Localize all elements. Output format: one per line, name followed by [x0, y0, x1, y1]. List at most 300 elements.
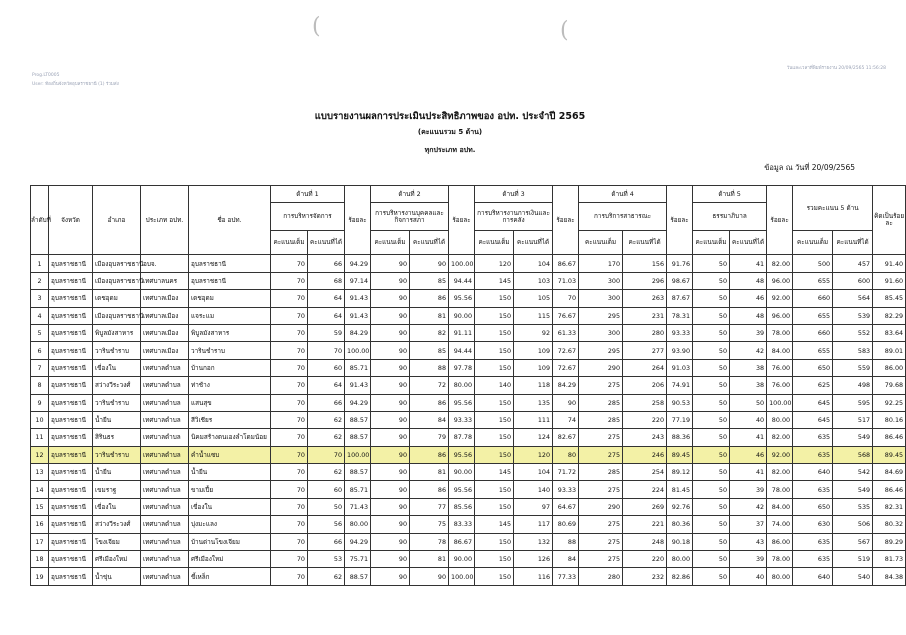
- cell-total-full: 655: [793, 272, 833, 289]
- cell-a4-full: 275: [579, 377, 623, 394]
- cell-total-pct: 82.31: [873, 498, 906, 515]
- cell-a3-got: 103: [514, 272, 553, 289]
- cell-province: อุบลราชธานี: [49, 324, 93, 341]
- cell-a5-full: 50: [693, 359, 730, 376]
- cell-a3-full: 150: [475, 429, 514, 446]
- cell-a2-pct: 86.67: [449, 533, 475, 550]
- cell-a4-got: 263: [623, 290, 667, 307]
- cell-type: เทศบาลเมือง: [141, 307, 189, 324]
- cell-a5-full: 50: [693, 533, 730, 550]
- cell-a4-pct: 92.76: [667, 498, 693, 515]
- cell-type: เทศบาลเมือง: [141, 290, 189, 307]
- cell-a3-full: 150: [475, 411, 514, 428]
- cell-a1-full: 70: [271, 342, 308, 359]
- cell-type: เทศบาลตำบล: [141, 568, 189, 585]
- cell-total-full: 500: [793, 255, 833, 272]
- cell-a2-pct: 87.78: [449, 429, 475, 446]
- cell-a3-full: 150: [475, 533, 514, 550]
- cell-a4-full: 295: [579, 342, 623, 359]
- cell-a5-pct: 82.00: [767, 429, 793, 446]
- cell-a1-pct: 88.57: [345, 568, 371, 585]
- cell-total-full: 635: [793, 551, 833, 568]
- cell-a4-pct: 82.86: [667, 568, 693, 585]
- cell-a2-got: 90: [410, 255, 449, 272]
- cell-a5-pct: 78.00: [767, 551, 793, 568]
- cell-total-full: 650: [793, 498, 833, 515]
- report-category: ทุกประเภท อปท.: [424, 146, 476, 154]
- table-row: [31, 498, 906, 515]
- cell-a3-pct: 80: [553, 446, 579, 463]
- cell-a3-full: 145: [475, 272, 514, 289]
- col-header-sub-4: การบริการสาธารณะ: [579, 203, 667, 231]
- cell-name: บุ่งมะแลง: [189, 516, 271, 533]
- cell-seq: 14: [31, 481, 49, 498]
- cell-a1-full: 70: [271, 290, 308, 307]
- cell-a5-pct: 76.00: [767, 377, 793, 394]
- cell-a1-got: 62: [308, 464, 345, 481]
- cell-a5-got: 38: [730, 377, 767, 394]
- cell-district: ศรีเมืองใหม่: [93, 551, 141, 568]
- cell-total-full: 640: [793, 568, 833, 585]
- cell-type: เทศบาลตำบล: [141, 533, 189, 550]
- cell-a3-got: 132: [514, 533, 553, 550]
- punch-hole-mark: (: [312, 14, 321, 39]
- cell-a1-pct: 94.29: [345, 533, 371, 550]
- cell-a3-got: 124: [514, 429, 553, 446]
- cell-total-pct: 86.00: [873, 359, 906, 376]
- cell-type: เทศบาลตำบล: [141, 394, 189, 411]
- col-header-sub-1: การบริหารจัดการ: [271, 203, 345, 231]
- cell-a3-pct: 77.33: [553, 568, 579, 585]
- cell-a1-pct: 97.14: [345, 272, 371, 289]
- cell-type: เทศบาลตำบล: [141, 481, 189, 498]
- cell-a3-pct: 72.67: [553, 359, 579, 376]
- cell-a3-got: 111: [514, 411, 553, 428]
- cell-a3-full: 150: [475, 307, 514, 324]
- cell-a5-full: 50: [693, 464, 730, 481]
- cell-seq: 5: [31, 324, 49, 341]
- col-header-sub-5: ธรรมาภิบาล: [693, 203, 767, 231]
- cell-a5-got: 50: [730, 394, 767, 411]
- cell-a5-full: 50: [693, 307, 730, 324]
- cell-a5-pct: 80.00: [767, 411, 793, 428]
- cell-total-pct: 86.46: [873, 481, 906, 498]
- cell-seq: 16: [31, 516, 49, 533]
- col-header-full: คะแนนเต็ม: [271, 231, 308, 255]
- cell-name: เขื่องใน: [189, 498, 271, 515]
- cell-seq: 6: [31, 342, 49, 359]
- cell-province: อุบลราชธานี: [49, 255, 93, 272]
- cell-a1-got: 59: [308, 324, 345, 341]
- cell-district: วารินชำราบ: [93, 342, 141, 359]
- cell-a4-full: 285: [579, 464, 623, 481]
- table-row: [31, 255, 906, 272]
- cell-a3-full: 150: [475, 359, 514, 376]
- cell-a1-pct: 91.43: [345, 377, 371, 394]
- cell-a5-pct: 92.00: [767, 446, 793, 463]
- cell-a5-full: 50: [693, 481, 730, 498]
- cell-a4-got: 220: [623, 411, 667, 428]
- cell-a4-full: 295: [579, 307, 623, 324]
- cell-province: อุบลราชธานี: [49, 359, 93, 376]
- cell-a1-pct: 71.43: [345, 498, 371, 515]
- cell-seq: 1: [31, 255, 49, 272]
- cell-district: เมืองอุบลราชธานี: [93, 307, 141, 324]
- cell-a4-full: 285: [579, 411, 623, 428]
- cell-a5-got: 39: [730, 551, 767, 568]
- cell-a1-got: 66: [308, 394, 345, 411]
- cell-a4-full: 280: [579, 568, 623, 585]
- cell-a4-full: 275: [579, 533, 623, 550]
- table-row: [31, 324, 906, 341]
- cell-total-got: 552: [833, 324, 873, 341]
- col-header-aspect-5: ด้านที่ 5: [693, 186, 767, 203]
- cell-total-got: 568: [833, 446, 873, 463]
- cell-total-got: 519: [833, 551, 873, 568]
- cell-a3-got: 105: [514, 290, 553, 307]
- cell-total-full: 630: [793, 516, 833, 533]
- cell-a3-pct: 86.67: [553, 255, 579, 272]
- cell-total-pct: 91.40: [873, 255, 906, 272]
- cell-a1-full: 70: [271, 394, 308, 411]
- cell-a1-pct: 94.29: [345, 394, 371, 411]
- cell-a1-pct: 88.57: [345, 464, 371, 481]
- cell-province: อุบลราชธานี: [49, 464, 93, 481]
- cell-a4-got: 232: [623, 568, 667, 585]
- cell-a5-pct: 100.00: [767, 394, 793, 411]
- cell-a4-got: 296: [623, 272, 667, 289]
- print-timestamp: วันและเวลาที่พิมพ์รายงาน 20/09/2565 11:56:28: [786, 66, 886, 71]
- cell-seq: 19: [31, 568, 49, 585]
- col-header-aspect-2: ด้านที่ 2: [371, 186, 449, 203]
- data-as-of-date: ข้อมูล ณ วันที่ 20/09/2565: [764, 163, 855, 172]
- col-header-name: ชื่อ อปท.: [189, 186, 271, 255]
- cell-type: เทศบาลตำบล: [141, 377, 189, 394]
- cell-a5-full: 50: [693, 290, 730, 307]
- cell-total-full: 660: [793, 290, 833, 307]
- cell-a3-full: 150: [475, 446, 514, 463]
- cell-total-got: 535: [833, 498, 873, 515]
- cell-total-pct: 86.46: [873, 429, 906, 446]
- col-header-pct-2: ร้อยละ: [449, 186, 475, 255]
- cell-total-got: 539: [833, 307, 873, 324]
- cell-name: ท่าช้าง: [189, 377, 271, 394]
- cell-total-got: 498: [833, 377, 873, 394]
- cell-total-full: 655: [793, 307, 833, 324]
- cell-a5-pct: 86.00: [767, 533, 793, 550]
- col-header-full: คะแนนเต็ม: [579, 231, 623, 255]
- cell-a3-pct: 88: [553, 533, 579, 550]
- cell-a1-full: 70: [271, 307, 308, 324]
- cell-province: อุบลราชธานี: [49, 342, 93, 359]
- cell-a5-got: 39: [730, 324, 767, 341]
- cell-a2-got: 72: [410, 377, 449, 394]
- cell-a5-pct: 78.00: [767, 481, 793, 498]
- table-row: [31, 551, 906, 568]
- cell-a4-got: 277: [623, 342, 667, 359]
- cell-total-full: 635: [793, 446, 833, 463]
- cell-a2-pct: 95.56: [449, 394, 475, 411]
- cell-total-got: 542: [833, 464, 873, 481]
- cell-a5-pct: 82.00: [767, 464, 793, 481]
- cell-a3-pct: 76.67: [553, 307, 579, 324]
- cell-seq: 4: [31, 307, 49, 324]
- cell-a1-pct: 100.00: [345, 446, 371, 463]
- cell-total-got: 600: [833, 272, 873, 289]
- cell-a5-full: 50: [693, 342, 730, 359]
- cell-a1-full: 70: [271, 446, 308, 463]
- cell-a4-full: 275: [579, 429, 623, 446]
- cell-a4-got: 264: [623, 359, 667, 376]
- cell-a1-full: 70: [271, 272, 308, 289]
- cell-a4-pct: 87.67: [667, 290, 693, 307]
- cell-a1-got: 62: [308, 429, 345, 446]
- cell-district: น้ำขุ่น: [93, 568, 141, 585]
- cell-a4-pct: 90.18: [667, 533, 693, 550]
- cell-seq: 3: [31, 290, 49, 307]
- cell-name: พิบูลมังสาหาร: [189, 324, 271, 341]
- cell-a2-pct: 90.00: [449, 307, 475, 324]
- cell-total-pct: 89.45: [873, 446, 906, 463]
- cell-a1-pct: 85.71: [345, 481, 371, 498]
- cell-a4-pct: 93.33: [667, 324, 693, 341]
- cell-total-got: 540: [833, 568, 873, 585]
- cell-a3-full: 150: [475, 342, 514, 359]
- col-header-full: คะแนนเต็ม: [693, 231, 730, 255]
- cell-a4-got: 246: [623, 446, 667, 463]
- cell-a4-got: 220: [623, 551, 667, 568]
- cell-a2-full: 90: [371, 342, 410, 359]
- cell-a4-pct: 88.36: [667, 429, 693, 446]
- col-header-sub-3: การบริหารงานการเงินและการคลัง: [475, 203, 553, 231]
- table-row: [31, 568, 906, 585]
- col-header-pct-3: ร้อยละ: [553, 186, 579, 255]
- cell-a2-got: 86: [410, 394, 449, 411]
- cell-a1-full: 70: [271, 481, 308, 498]
- cell-a1-got: 66: [308, 533, 345, 550]
- cell-a4-got: 269: [623, 498, 667, 515]
- cell-a3-full: 150: [475, 568, 514, 585]
- cell-a2-full: 90: [371, 516, 410, 533]
- cell-a3-pct: 84: [553, 551, 579, 568]
- cell-a2-pct: 100.00: [449, 255, 475, 272]
- cell-district: สิรินธร: [93, 429, 141, 446]
- cell-total-full: 645: [793, 411, 833, 428]
- cell-a3-got: 118: [514, 377, 553, 394]
- cell-name: เดชอุดม: [189, 290, 271, 307]
- cell-a3-full: 150: [475, 290, 514, 307]
- cell-a3-pct: 70: [553, 290, 579, 307]
- cell-a1-full: 70: [271, 516, 308, 533]
- cell-a2-got: 82: [410, 324, 449, 341]
- cell-seq: 12: [31, 446, 49, 463]
- cell-province: อุบลราชธานี: [49, 290, 93, 307]
- cell-a2-pct: 94.44: [449, 342, 475, 359]
- cell-province: อุบลราชธานี: [49, 411, 93, 428]
- cell-a2-pct: 91.11: [449, 324, 475, 341]
- col-header-aspect-3: ด้านที่ 3: [475, 186, 553, 203]
- table-row: [31, 290, 906, 307]
- cell-a5-full: 50: [693, 324, 730, 341]
- cell-a3-got: 104: [514, 464, 553, 481]
- cell-a3-got: 109: [514, 342, 553, 359]
- table-row: [31, 272, 906, 289]
- cell-a1-pct: 91.43: [345, 307, 371, 324]
- cell-a5-full: 50: [693, 516, 730, 533]
- cell-total-pct: 92.25: [873, 394, 906, 411]
- cell-a3-pct: 93.33: [553, 481, 579, 498]
- cell-a1-pct: 91.43: [345, 290, 371, 307]
- cell-a5-pct: 80.00: [767, 568, 793, 585]
- cell-name: บ้านด่านโขงเจียม: [189, 533, 271, 550]
- cell-a1-full: 70: [271, 324, 308, 341]
- cell-seq: 17: [31, 533, 49, 550]
- cell-total-pct: 83.64: [873, 324, 906, 341]
- col-header-full: คะแนนเต็ม: [475, 231, 514, 255]
- cell-a3-got: 135: [514, 394, 553, 411]
- cell-district: เขื่องใน: [93, 359, 141, 376]
- cell-a4-pct: 98.67: [667, 272, 693, 289]
- cell-a5-got: 48: [730, 307, 767, 324]
- cell-seq: 15: [31, 498, 49, 515]
- cell-name: คำน้ำแซบ: [189, 446, 271, 463]
- cell-a3-full: 150: [475, 324, 514, 341]
- cell-a2-got: 77: [410, 498, 449, 515]
- cell-a5-full: 50: [693, 446, 730, 463]
- cell-total-full: 635: [793, 429, 833, 446]
- cell-name: แจระแม: [189, 307, 271, 324]
- cell-a1-got: 70: [308, 446, 345, 463]
- cell-province: อุบลราชธานี: [49, 498, 93, 515]
- cell-province: อุบลราชธานี: [49, 516, 93, 533]
- cell-a2-full: 90: [371, 324, 410, 341]
- cell-a2-got: 81: [410, 464, 449, 481]
- cell-a2-got: 75: [410, 516, 449, 533]
- cell-a3-got: 109: [514, 359, 553, 376]
- cell-a5-full: 50: [693, 272, 730, 289]
- cell-district: เมืองอุบลราชธานี: [93, 255, 141, 272]
- cell-a2-pct: 90.00: [449, 464, 475, 481]
- cell-a1-got: 64: [308, 290, 345, 307]
- cell-a3-got: 97: [514, 498, 553, 515]
- cell-a3-pct: 71.72: [553, 464, 579, 481]
- cell-a5-got: 39: [730, 481, 767, 498]
- cell-a2-full: 90: [371, 429, 410, 446]
- cell-district: สว่างวีระวงศ์: [93, 516, 141, 533]
- cell-district: เขมราฐ: [93, 481, 141, 498]
- cell-a1-got: 64: [308, 377, 345, 394]
- cell-a4-pct: 90.53: [667, 394, 693, 411]
- cell-district: สว่างวีระวงศ์: [93, 377, 141, 394]
- col-header-aspect-1: ด้านที่ 1: [271, 186, 345, 203]
- cell-a4-got: 206: [623, 377, 667, 394]
- cell-a5-got: 41: [730, 255, 767, 272]
- cell-a2-full: 90: [371, 551, 410, 568]
- cell-a2-full: 90: [371, 290, 410, 307]
- cell-a5-full: 50: [693, 429, 730, 446]
- cell-district: เมืองอุบลราชธานี: [93, 272, 141, 289]
- cell-seq: 2: [31, 272, 49, 289]
- cell-a5-got: 43: [730, 533, 767, 550]
- cell-a1-got: 70: [308, 342, 345, 359]
- cell-seq: 10: [31, 411, 49, 428]
- cell-a5-pct: 92.00: [767, 290, 793, 307]
- cell-a3-full: 150: [475, 394, 514, 411]
- cell-province: อุบลราชธานี: [49, 481, 93, 498]
- cell-name: น้ำยืน: [189, 464, 271, 481]
- cell-total-got: 595: [833, 394, 873, 411]
- cell-a4-pct: 93.90: [667, 342, 693, 359]
- cell-total-got: 506: [833, 516, 873, 533]
- cell-total-full: 635: [793, 533, 833, 550]
- col-header-sub-2: การบริหารงานบุคคลและกิจการสภา: [371, 203, 449, 231]
- cell-a4-full: 300: [579, 324, 623, 341]
- cell-a5-got: 46: [730, 290, 767, 307]
- cell-a5-got: 40: [730, 568, 767, 585]
- cell-a3-got: 126: [514, 551, 553, 568]
- cell-a3-pct: 61.33: [553, 324, 579, 341]
- cell-name: อุบลราชธานี: [189, 255, 271, 272]
- table-row: [31, 429, 906, 446]
- cell-total-full: 655: [793, 342, 833, 359]
- cell-a3-got: 115: [514, 307, 553, 324]
- cell-total-got: 564: [833, 290, 873, 307]
- cell-a1-got: 62: [308, 411, 345, 428]
- cell-a3-pct: 80.69: [553, 516, 579, 533]
- cell-district: วารินชำราบ: [93, 394, 141, 411]
- cell-a1-pct: 85.71: [345, 359, 371, 376]
- cell-a4-full: 275: [579, 551, 623, 568]
- cell-a2-pct: 80.00: [449, 377, 475, 394]
- cell-type: เทศบาลตำบล: [141, 516, 189, 533]
- col-header-full: คะแนนเต็ม: [371, 231, 410, 255]
- cell-a5-pct: 78.00: [767, 324, 793, 341]
- cell-a5-got: 41: [730, 464, 767, 481]
- cell-seq: 8: [31, 377, 49, 394]
- cell-a1-full: 70: [271, 533, 308, 550]
- cell-total-pct: 89.29: [873, 533, 906, 550]
- cell-a1-got: 53: [308, 551, 345, 568]
- cell-a1-pct: 88.57: [345, 411, 371, 428]
- cell-seq: 11: [31, 429, 49, 446]
- cell-a5-pct: 82.00: [767, 255, 793, 272]
- cell-a4-got: 254: [623, 464, 667, 481]
- cell-a4-full: 285: [579, 394, 623, 411]
- cell-a4-pct: 80.36: [667, 516, 693, 533]
- report-subtitle: (คะแนนรวม 5 ด้าน): [417, 128, 483, 136]
- col-header-province: จังหวัด: [49, 186, 93, 255]
- cell-a5-full: 50: [693, 568, 730, 585]
- col-header-seq: ลำดับที่: [31, 186, 49, 255]
- cell-a3-pct: 74: [553, 411, 579, 428]
- cell-a2-got: 86: [410, 446, 449, 463]
- cell-province: อุบลราชธานี: [49, 377, 93, 394]
- cell-a3-full: 145: [475, 516, 514, 533]
- user-info: User: ท้องถิ่นจังหวัดอุบลราชธานี (1) ร่วมส่ง: [32, 82, 119, 87]
- cell-total-full: 650: [793, 359, 833, 376]
- report-table: [30, 185, 906, 586]
- cell-a3-pct: 72.67: [553, 342, 579, 359]
- cell-name: วารินชำราบ: [189, 342, 271, 359]
- cell-a4-full: 290: [579, 498, 623, 515]
- cell-total-pct: 81.73: [873, 551, 906, 568]
- cell-a4-got: 224: [623, 481, 667, 498]
- cell-a4-full: 170: [579, 255, 623, 272]
- cell-province: อุบลราชธานี: [49, 272, 93, 289]
- cell-a2-pct: 95.56: [449, 481, 475, 498]
- col-header-type: ประเภท อปท.: [141, 186, 189, 255]
- cell-a1-got: 60: [308, 481, 345, 498]
